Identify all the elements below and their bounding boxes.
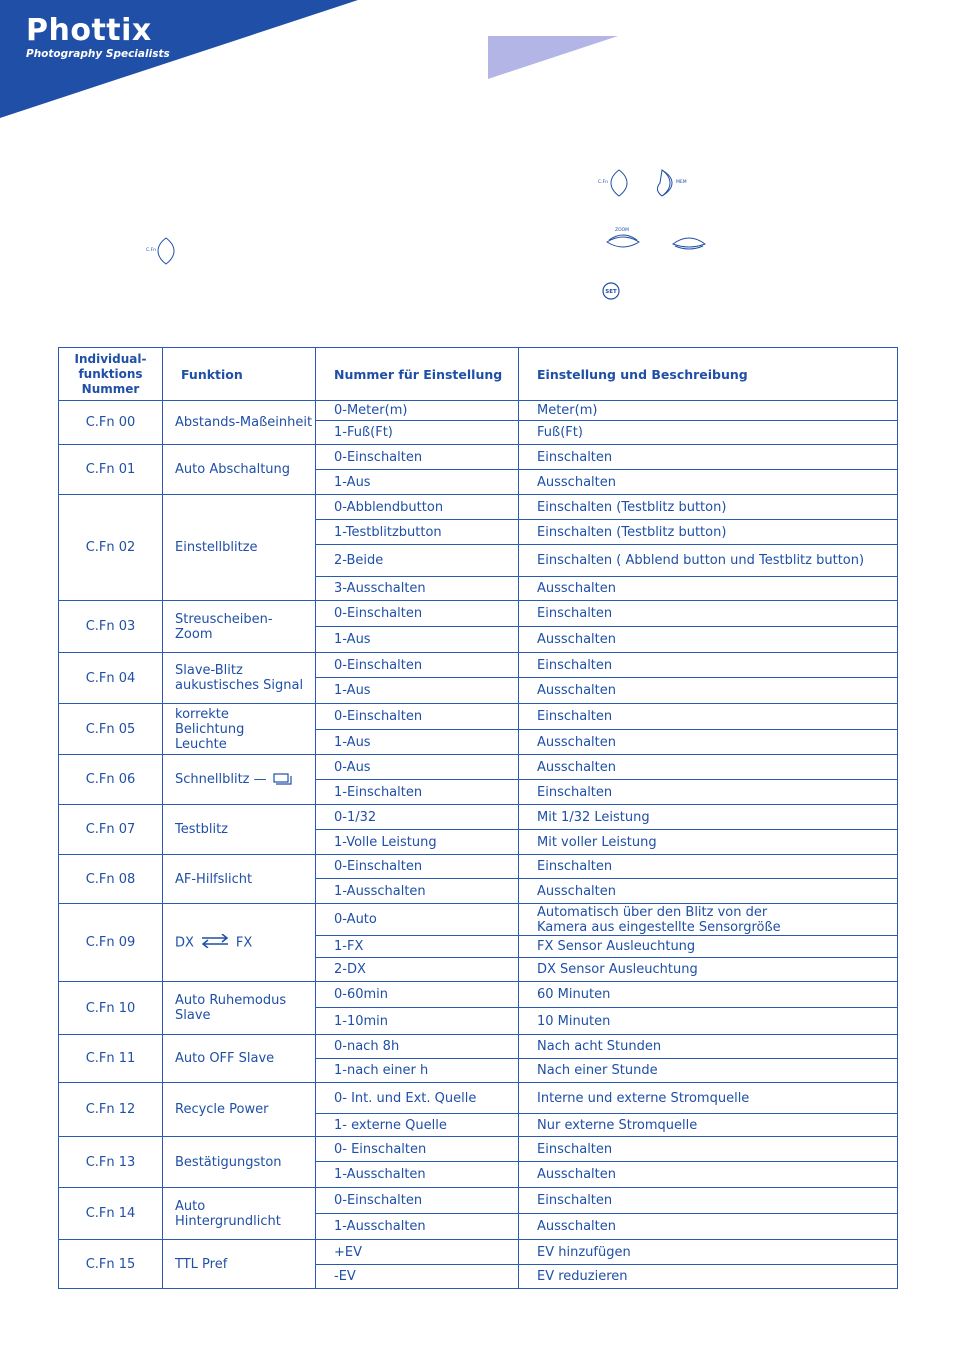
function-cell (163, 653, 316, 704)
function-label: Auto Abschaltung (175, 462, 291, 477)
function-cell (163, 1137, 316, 1188)
table-row (59, 1083, 898, 1114)
setting-description-cell: Ausschalten (519, 1162, 898, 1188)
table-row (59, 805, 898, 830)
swap-arrows-icon (200, 934, 230, 952)
table-row (59, 445, 898, 470)
setting-number-cell: 1-Fuß(Ft) (316, 421, 519, 445)
setting-description-cell: Ausschalten (519, 755, 898, 780)
table-row (59, 1240, 898, 1265)
setting-number-cell: 0-Einschalten (316, 704, 519, 730)
custom-function-table (58, 347, 898, 1289)
cfn-id-cell: C.Fn 12 (59, 1083, 163, 1137)
setting-description-cell: Nach acht Stunden (519, 1035, 898, 1059)
function-cell (163, 445, 316, 495)
cfn-id-cell: C.Fn 06 (59, 755, 163, 805)
cfn-id-cell: C.Fn 14 (59, 1188, 163, 1240)
setting-number-cell: 0-Auto (316, 904, 519, 936)
function-label: Auto OFF Slave (175, 1051, 275, 1066)
setting-number-cell: 0- Int. und Ext. Quelle (316, 1083, 519, 1114)
setting-number-cell: 1-Aus (316, 470, 519, 495)
setting-number-cell: 0-Einschalten (316, 1188, 519, 1214)
setting-description-cell: Nach einer Stunde (519, 1059, 898, 1083)
setting-number-cell: 1-Volle Leistung (316, 830, 519, 855)
function-cell (163, 805, 316, 855)
setting-number-cell: +EV (316, 1240, 519, 1265)
setting-number-cell: 2-Beide (316, 545, 519, 577)
setting-description-cell: Mit 1/32 Leistung (519, 805, 898, 830)
setting-description-cell: 10 Minuten (519, 1008, 898, 1035)
setting-description-cell: Fuß(Ft) (519, 421, 898, 445)
setting-description-cell: Ausschalten (519, 577, 898, 601)
table-row (59, 653, 898, 678)
cfn-button-icon-right (597, 168, 631, 202)
setting-description-cell: Einschalten (519, 445, 898, 470)
function-cell (163, 755, 316, 805)
setting-description-cell: EV reduzieren (519, 1265, 898, 1289)
setting-description-cell: EV hinzufügen (519, 1240, 898, 1265)
mem-label: MEM (676, 180, 687, 185)
brand-tagline: Photography Specialists (26, 48, 170, 60)
setting-number-cell: 0-Einschalten (316, 855, 519, 879)
function-label: AF-Hilfslicht (175, 871, 253, 887)
function-label: Slave-Blitz aukustisches Signal (175, 663, 304, 693)
header-nummer (59, 348, 163, 401)
setting-description-cell: Ausschalten (519, 730, 898, 755)
setting-description-cell: FX Sensor Ausleuchtung (519, 936, 898, 958)
table-header-row (59, 348, 898, 401)
function-cell (163, 1188, 316, 1240)
setting-number-cell: 1-Einschalten (316, 780, 519, 805)
function-label: Auto Ruhemodus Slave (175, 993, 287, 1023)
setting-description-cell: DX Sensor Ausleuchtung (519, 958, 898, 982)
function-dx-label: DX (175, 935, 194, 950)
function-label: Einstellblitze (175, 540, 258, 555)
brand-logo (26, 14, 170, 60)
mem-button-icon (656, 168, 690, 202)
table-row (59, 1035, 898, 1059)
setting-number-cell: 0-Abblendbutton (316, 495, 519, 520)
header-nummer-einstellung: Nummer für Einstellung (316, 348, 519, 401)
setting-description-cell: Einschalten (519, 601, 898, 627)
setting-description-cell: Automatisch über den Blitz von der Kamera aus eingestellte Sensorgröße (519, 904, 898, 936)
setting-number-cell: 0-60min (316, 982, 519, 1008)
setting-number-cell: 1-Ausschalten (316, 879, 519, 904)
table-row (59, 982, 898, 1008)
set-button-icon (600, 281, 622, 305)
setting-number-cell: 0-1/32 (316, 805, 519, 830)
table-body (59, 401, 898, 1289)
down-button-icon (670, 226, 708, 258)
header-wedge-decoration (488, 36, 620, 80)
function-cell (163, 982, 316, 1035)
cfn-label: C.Fn (146, 248, 157, 253)
setting-description-cell: Ausschalten (519, 678, 898, 704)
function-cell (163, 601, 316, 653)
setting-number-cell: 1-nach einer h (316, 1059, 519, 1083)
setting-number-cell: 0-Meter(m) (316, 401, 519, 421)
setting-description-cell: Mit voller Leistung (519, 830, 898, 855)
table-row (59, 855, 898, 879)
setting-number-cell: 3-Ausschalten (316, 577, 519, 601)
setting-number-cell: 0-Einschalten (316, 601, 519, 627)
setting-description-cell: Einschalten (Testblitz button) (519, 495, 898, 520)
setting-description-cell: Ausschalten (519, 879, 898, 904)
cfn-id-cell: C.Fn 03 (59, 601, 163, 653)
function-label: TTL Pref (175, 1256, 228, 1272)
cfn-id-cell: C.Fn 00 (59, 401, 163, 445)
setting-description-cell: Einschalten (519, 1188, 898, 1214)
cfn-id-cell: C.Fn 01 (59, 445, 163, 495)
setting-number-cell: 0-Einschalten (316, 653, 519, 678)
function-cell (163, 704, 316, 755)
setting-description-cell: Interne und externe Stromquelle (519, 1083, 898, 1114)
setting-description-cell: Ausschalten (519, 1214, 898, 1240)
setting-description-cell: Einschalten (519, 855, 898, 879)
setting-number-cell: 1-Aus (316, 627, 519, 653)
setting-number-cell: 1-FX (316, 936, 519, 958)
setting-number-cell: 0-Aus (316, 755, 519, 780)
setting-number-cell: 1-Testblitzbutton (316, 520, 519, 545)
function-label: Bestätigungston (175, 1154, 282, 1170)
table-row (59, 755, 898, 780)
setting-number-cell: 1-Aus (316, 678, 519, 704)
setting-description-cell: Nur externe Stromquelle (519, 1114, 898, 1137)
setting-number-cell: 0-nach 8h (316, 1035, 519, 1059)
setting-number-cell: 1-Ausschalten (316, 1162, 519, 1188)
table-row (59, 1137, 898, 1162)
setting-description-cell: 60 Minuten (519, 982, 898, 1008)
setting-number-cell: 2-DX (316, 958, 519, 982)
cfn-id-cell: C.Fn 09 (59, 904, 163, 982)
table-row (59, 1188, 898, 1214)
zoom-button-icon (604, 226, 642, 258)
function-label: Abstands-Maßeinheit (175, 415, 313, 430)
function-cell (163, 401, 316, 445)
setting-number-cell: 1- externe Quelle (316, 1114, 519, 1137)
setting-description-cell: Einschalten (519, 704, 898, 730)
setting-description-cell: Meter(m) (519, 401, 898, 421)
function-cell (163, 855, 316, 904)
table-row (59, 601, 898, 627)
cfn-id-cell: C.Fn 07 (59, 805, 163, 855)
function-label: korrekte Belichtung Leuchte (175, 706, 245, 752)
cfn-id-cell: C.Fn 04 (59, 653, 163, 704)
setting-description-cell: Einschalten ( Abblend button und Testblitz button) (519, 545, 898, 577)
cfn-id-cell: C.Fn 05 (59, 704, 163, 755)
cfn-id-cell: C.Fn 02 (59, 495, 163, 601)
setting-number-cell: 0-Einschalten (316, 445, 519, 470)
function-fx-label: FX (235, 935, 253, 950)
table-row (59, 401, 898, 421)
multi-flash-icon (273, 772, 293, 787)
function-label: Testblitz (175, 822, 228, 837)
setting-description-cell: Ausschalten (519, 627, 898, 653)
function-cell (163, 904, 316, 982)
function-label: Streuscheiben- Zoom (175, 611, 273, 642)
setting-number-cell: -EV (316, 1265, 519, 1289)
function-cell (163, 495, 316, 601)
header-funktion: Funktion (163, 348, 316, 401)
table-row (59, 704, 898, 730)
cfn-button-icon (144, 236, 178, 270)
setting-description-cell: Einschalten (Testblitz button) (519, 520, 898, 545)
setting-number-cell: 1-10min (316, 1008, 519, 1035)
cfn-id-cell: C.Fn 13 (59, 1137, 163, 1188)
cfn-id-cell: C.Fn 11 (59, 1035, 163, 1083)
setting-number-cell: 0- Einschalten (316, 1137, 519, 1162)
cfn-id-cell: C.Fn 10 (59, 982, 163, 1035)
table-row (59, 904, 898, 936)
zoom-label: ZOOM (615, 228, 630, 233)
cfn-id-cell: C.Fn 15 (59, 1240, 163, 1289)
setting-description-cell: Ausschalten (519, 470, 898, 495)
header-nummer-text: Individual- funktions Nummer (74, 351, 147, 396)
table-row (59, 495, 898, 520)
setting-description-cell: Einschalten (519, 653, 898, 678)
setting-number-cell: 1-Ausschalten (316, 1214, 519, 1240)
cfn-id-cell: C.Fn 08 (59, 855, 163, 904)
function-label: Auto Hintergrundlicht (175, 1198, 281, 1229)
function-label: Schnellblitz — (175, 772, 267, 787)
function-cell (163, 1035, 316, 1083)
set-label: SET (605, 289, 617, 295)
header-beschreibung: Einstellung und Beschreibung (519, 348, 898, 401)
function-cell (163, 1083, 316, 1137)
function-label: Recycle Power (175, 1102, 269, 1117)
setting-number-cell: 1-Aus (316, 730, 519, 755)
function-cell (163, 1240, 316, 1289)
setting-description-cell: Einschalten (519, 1137, 898, 1162)
setting-description-cell: Einschalten (519, 780, 898, 805)
cfn-label-right: C.Fn (598, 180, 609, 185)
brand-name: Phottix (26, 13, 152, 48)
